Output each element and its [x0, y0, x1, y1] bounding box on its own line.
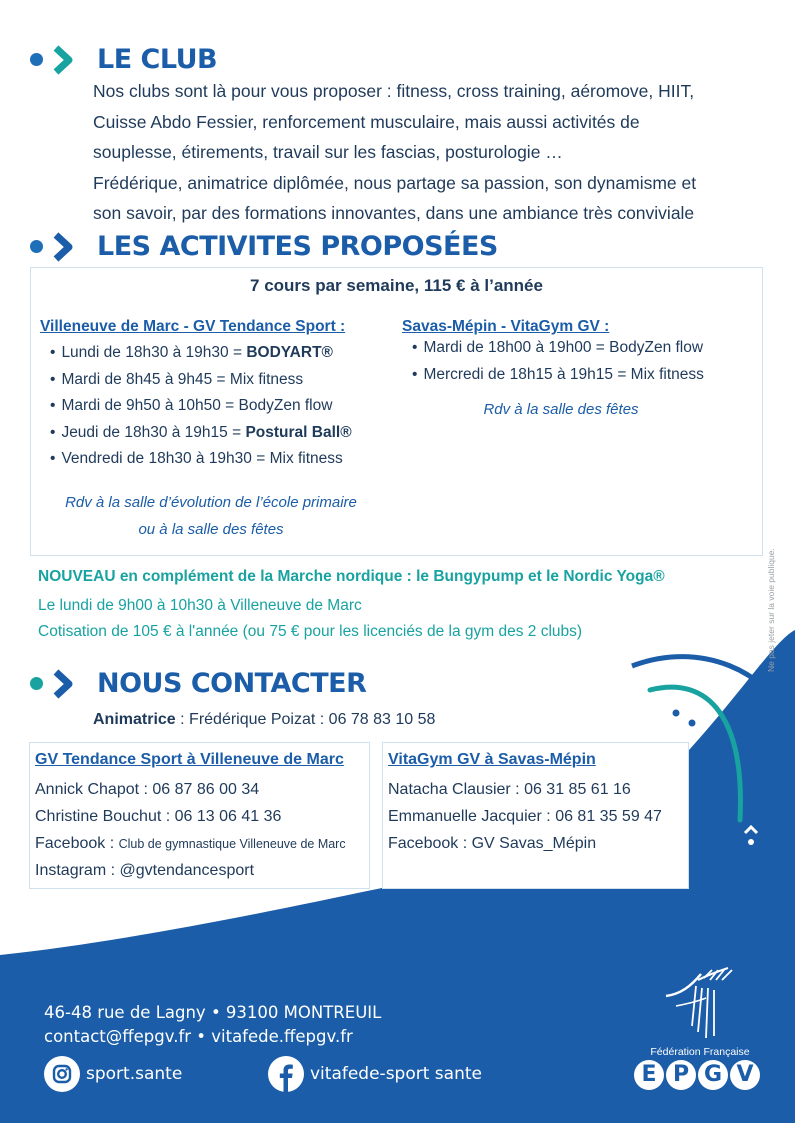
facebook-line: Facebook : Club de gymnastique Villeneuve de Marc	[35, 835, 346, 852]
section-title-activities: LES ACTIVITES PROPOSÉES	[97, 231, 498, 262]
schedule-item: • Vendredi de 18h30 à 19h30 = Mix fitness	[50, 446, 352, 473]
footer-address: 46-48 rue de Lagny • 93100 MONTREUIL	[44, 1003, 382, 1022]
schedule-item: • Mercredi de 18h15 à 19h15 = Mix fitness	[412, 362, 704, 389]
section-header-contact	[30, 668, 366, 699]
schedule-item: • Mardi de 8h45 à 9h45 = Mix fitness	[50, 367, 352, 394]
section-title-contact: NOUS CONTACTER	[97, 668, 367, 699]
federation-label: Fédération Française	[650, 1046, 750, 1058]
facebook-icon	[268, 1056, 304, 1092]
chevron-right-icon	[51, 669, 77, 699]
footer-contact: contact@ffepgv.fr • vitafede.ffepgv.fr	[44, 1027, 353, 1046]
epgv-letter: P	[666, 1060, 696, 1090]
bullet-dot-icon	[30, 53, 43, 66]
rdv-villeneuve: Rdv à la salle d’évolution de l’école primaire ou à la salle des fêtes	[65, 494, 357, 538]
contact-line: Christine Bouchut : 06 13 06 41 36	[35, 808, 282, 825]
nouveau-schedule: Le lundi de 9h00 à 10h30 à Villeneuve de Marc	[38, 597, 362, 614]
club-line: souplesse, étirements, travail sur les fascias, posturologie …	[93, 142, 563, 162]
epgv-letter: G	[698, 1060, 728, 1090]
nouveau-block	[38, 566, 665, 645]
facebook-link[interactable]	[268, 1056, 482, 1092]
contact-line: Annick Chapot : 06 87 86 00 34	[35, 781, 260, 798]
club-savas-title: Savas-Mépin - VitaGym GV :	[402, 318, 610, 335]
chevron-right-icon	[51, 232, 77, 262]
instagram-icon	[44, 1056, 80, 1092]
facebook-handle: vitafede-sport sante	[310, 1064, 482, 1084]
activities-headline: 7 cours par semaine, 115 € à l’année	[250, 276, 543, 295]
contact-box-savas	[382, 742, 689, 889]
schedule-item: • Mardi de 9h50 à 10h50 = BodyZen flow	[50, 393, 352, 420]
chevron-right-icon	[51, 45, 77, 75]
nouveau-headline: NOUVEAU en complément de la Marche nordique : le Bungypump et le Nordic Yoga®	[38, 568, 665, 585]
club-line: Cuisse Abdo Fessier, renforcement musculaire, mais aussi activités de	[93, 111, 640, 132]
instagram-handle: sport.sante	[86, 1064, 183, 1084]
nouveau-price: Cotisation de 105 € à l'année (ou 75 € pour les licenciés de la gym des 2 clubs)	[38, 623, 583, 640]
bullet-dot-icon	[30, 240, 43, 253]
schedule-item: • Mardi de 18h00 à 19h00 = BodyZen flow	[412, 335, 704, 362]
side-note	[764, 512, 778, 672]
club-line: son savoir, par des formations innovantes, dans une ambiance très conviviale	[93, 203, 695, 223]
contact-line: Natacha Clausier : 06 31 85 61 16	[388, 781, 631, 798]
activities-box	[30, 267, 763, 556]
contact-box-villeneuve	[29, 742, 370, 889]
section-header-activities	[30, 231, 498, 262]
contact-line: Emmanuelle Jacquier : 06 81 35 59 47	[388, 808, 662, 825]
section-header-club	[30, 44, 217, 75]
animatrice-value: : Frédérique Poizat : 06 78 83 10 58	[175, 711, 436, 728]
epgv-logo-figure	[656, 966, 752, 1044]
animatrice-label: Animatrice	[93, 711, 176, 728]
section-title-club: LE CLUB	[97, 44, 218, 75]
contact-box-title: GV Tendance Sport à Villeneuve de Marc	[35, 751, 344, 768]
instagram-link[interactable]	[44, 1056, 182, 1092]
club-description	[93, 76, 763, 229]
epgv-logo	[634, 1060, 760, 1090]
schedule-item: • Lundi de 18h30 à 19h30 = BODYART®	[50, 340, 352, 367]
epgv-letter: E	[634, 1060, 664, 1090]
schedule-list-villeneuve	[50, 340, 352, 473]
facebook-line: Facebook : GV Savas_Mépin	[388, 835, 597, 852]
bullet-dot-icon	[30, 677, 43, 690]
side-note-text: Ne pas jeter sur la voie publique.	[766, 548, 776, 672]
club-villeneuve-title: Villeneuve de Marc - GV Tendance Sport :	[40, 318, 346, 335]
club-line: Nos clubs sont là pour vous proposer : fitness, cross training, aéromove, HIIT,	[93, 81, 695, 101]
rdv-savas: Rdv à la salle des fêtes	[483, 401, 639, 418]
contact-box-title: VitaGym GV à Savas-Mépin	[388, 751, 596, 768]
club-line: Frédérique, animatrice diplômée, nous partage sa passion, son dynamisme et	[93, 172, 697, 193]
schedule-list-savas	[412, 335, 704, 388]
schedule-item: • Jeudi de 18h30 à 19h15 = Postural Ball®	[50, 420, 352, 447]
epgv-letter: V	[730, 1060, 760, 1090]
animatrice-line	[93, 711, 435, 729]
instagram-line: Instagram : @gvtendancesport	[35, 862, 255, 879]
